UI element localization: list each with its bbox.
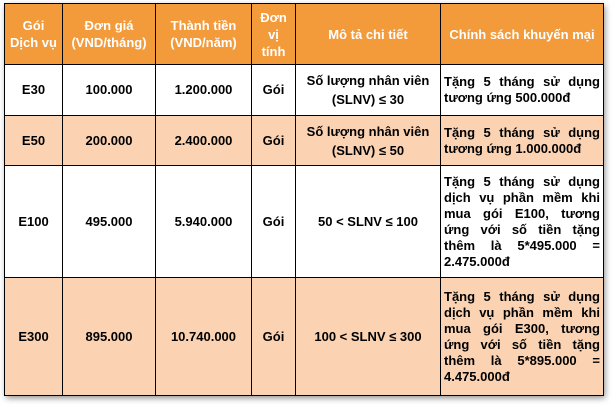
cell-annual-total: 10.740.000 (156, 278, 252, 396)
pricing-table (4, 3, 604, 396)
header-description: Mô tả chi tiết (296, 4, 441, 65)
cell-annual-total: 2.400.000 (156, 116, 252, 166)
header-unit: Đơn vị tính (252, 4, 296, 65)
header-annual-total: Thành tiền (VND/năm) (156, 4, 252, 65)
cell-description: 100 < SLNV ≤ 300 (296, 278, 441, 396)
table-row (5, 278, 604, 396)
cell-package: E300 (5, 278, 63, 396)
cell-promotion: Tặng 5 tháng sử dụng dịch vụ phần mềm khi mua gói E100, tương ứng với số tiền tặng thêm là 5*495.000 = 2.475.000đ (441, 166, 604, 278)
pricing-table-frame (4, 3, 603, 395)
header-package: Gói Dịch vụ (5, 4, 63, 65)
cell-promotion: Tặng 5 tháng sử dụng dịch vụ phần mềm khi mua gói E300, tương ứng với số tiền tặng thêm là 5*895.000 = 4.475.000đ (441, 278, 604, 396)
cell-description: Số lượng nhân viên (SLNV) ≤ 50 (296, 116, 441, 166)
cell-annual-total: 5.940.000 (156, 166, 252, 278)
table-row (5, 116, 604, 166)
cell-package: E100 (5, 166, 63, 278)
cell-promotion: Tặng 5 tháng sử dụng tương ứng 500.000đ (441, 65, 604, 116)
cell-description: Số lượng nhân viên (SLNV) ≤ 30 (296, 65, 441, 116)
cell-unit: Gói (252, 65, 296, 116)
cell-unit-price: 200.000 (63, 116, 156, 166)
cell-unit-price: 495.000 (63, 166, 156, 278)
cell-unit: Gói (252, 278, 296, 396)
header-unit-price: Đơn giá (VND/tháng) (63, 4, 156, 65)
cell-unit-price: 895.000 (63, 278, 156, 396)
cell-unit: Gói (252, 166, 296, 278)
cell-annual-total: 1.200.000 (156, 65, 252, 116)
cell-unit: Gói (252, 116, 296, 166)
header-promotion: Chính sách khuyến mại (441, 4, 604, 65)
cell-package: E50 (5, 116, 63, 166)
table-row (5, 166, 604, 278)
cell-description: 50 < SLNV ≤ 100 (296, 166, 441, 278)
table-header-row (5, 4, 604, 65)
cell-unit-price: 100.000 (63, 65, 156, 116)
cell-promotion: Tặng 5 tháng sử dụng tương ứng 1.000.000đ (441, 116, 604, 166)
table-row (5, 65, 604, 116)
cell-package: E30 (5, 65, 63, 116)
